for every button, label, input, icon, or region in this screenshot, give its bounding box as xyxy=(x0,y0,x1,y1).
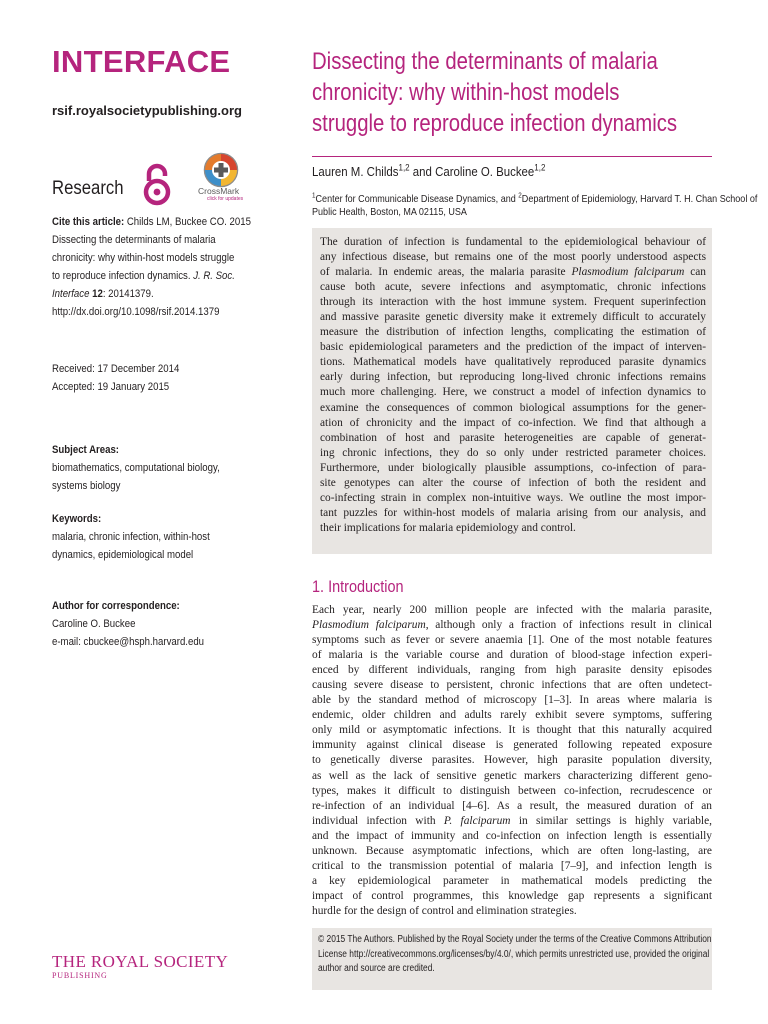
intro-line: to genetically diverse parasites. However, high parasite population diversity, xyxy=(312,754,712,767)
dates xyxy=(52,360,179,396)
abstract-line: combination of host and parasite heterogeneities are capable of generat- xyxy=(320,431,706,444)
abstract-line: examine the consequences of common biological assumptions for the gener- xyxy=(320,401,706,414)
abstract-line: Furthermore, under biologically plausible assumptions, co-infection of para- xyxy=(320,461,706,474)
author-1-affil: 1,2 xyxy=(398,162,410,173)
affil-marker: 2 xyxy=(518,190,522,200)
abstract-line: tant puzzles for within-host models of malaria arising from our analysis, and xyxy=(320,506,706,519)
subject-areas-line: systems biology xyxy=(52,480,121,492)
author-1[interactable]: Lauren M. Childs xyxy=(312,164,399,179)
article-type: Research xyxy=(52,178,124,199)
title-line: chronicity: why within-host models xyxy=(312,79,620,106)
affil-marker: 1 xyxy=(312,190,316,200)
affiliations xyxy=(312,190,758,219)
abstract-line: through its interaction with the host immune system. Frequent superinfection xyxy=(320,296,706,309)
correspondence-label: Author for correspondence: xyxy=(52,600,180,612)
author-2[interactable]: Caroline O. Buckee xyxy=(435,164,535,179)
cite-volume: 12 xyxy=(92,288,103,300)
intro-line: immunity against clinical disease is generated following repeated exposure xyxy=(312,739,712,752)
abstract-line: ation of chronicity and the impact of co-infection. We find that although a xyxy=(320,416,706,429)
cite-journal: J. R. Soc. xyxy=(193,270,235,282)
abstract-line: ing chronic infections, they do so only under restricted parameter choices. xyxy=(320,446,706,459)
section-heading: 1. Introduction xyxy=(312,577,404,596)
intro-line: Plasmodium falciparum, although only a fraction of infections result in clinical xyxy=(312,619,713,632)
open-access-icon xyxy=(142,163,172,207)
correspondence-name: Caroline O. Buckee xyxy=(52,618,136,630)
crossmark-sub-label[interactable]: click for updates xyxy=(207,196,244,202)
abstract-line: early during infection, but reproducing long-lived chronic infections remains xyxy=(320,371,706,384)
abstract-text xyxy=(320,235,706,536)
received-date: Received: 17 December 2014 xyxy=(52,363,180,375)
abstract-line: and massive parasite genetic diversity make it extremely difficult to accurately xyxy=(320,311,706,324)
intro-line: impact of control programmes, this knowledge gap represents a significant xyxy=(312,889,712,902)
subject-areas-label: Subject Areas: xyxy=(52,444,120,456)
intro-line: Each year, nearly 200 million people are infected with the malaria parasite, xyxy=(312,604,712,616)
abstract-line: The duration of infection is fundamental to the epidemiological behaviour of xyxy=(320,236,706,248)
cite-article-no: : 20141379. xyxy=(102,288,154,300)
license-line: author and source are credited. xyxy=(318,963,435,974)
title-rule xyxy=(312,156,712,157)
introduction-text xyxy=(312,603,712,919)
cite-line: Childs LM, Buckee CO. 2015 xyxy=(124,216,251,228)
affil-text: Department of Epidemiology, Harvard T. H. Chan School of xyxy=(521,193,758,205)
intro-line: critical to the transmission potential of malaria [7–9], and infection length is xyxy=(312,859,712,872)
keywords-label: Keywords: xyxy=(52,513,102,525)
affil-text: Center for Communicable Disease Dynamics, and xyxy=(315,193,519,205)
intro-line: re-infection of an individual [4–6]. As a result, the measured duration of an xyxy=(312,799,712,812)
subject-areas-line: biomathematics, computational biology, xyxy=(52,462,220,474)
abstract-line: co-infecting strain in complex non-intuitive ways. We outline the most impor- xyxy=(320,491,706,504)
intro-line: types, makes it difficult to distinguish between co-infection, recrudescence or xyxy=(312,784,712,797)
abstract-line: any infectious disease, but remains one of the most poorly understood aspects xyxy=(320,251,706,264)
abstract-line: their implications for malaria epidemiology and control. xyxy=(320,521,576,534)
correspondence-email[interactable]: e-mail: cbuckee@hsph.harvard.edu xyxy=(52,636,205,648)
cite-line: chronicity: why within-host models struggle xyxy=(52,252,235,264)
subject-areas xyxy=(52,441,220,495)
publisher-logo: THE ROYAL SOCIETY xyxy=(52,952,229,971)
keywords-line: dynamics, epidemiological model xyxy=(52,549,194,561)
author-2-affil: 1,2 xyxy=(534,162,546,173)
correspondence xyxy=(52,597,204,651)
title-line: struggle to reproduce infection dynamics xyxy=(312,110,678,137)
author-separator: and xyxy=(409,164,436,179)
keywords xyxy=(52,510,210,564)
crossmark-label: CrossMark xyxy=(198,186,240,196)
journal-logo: INTERFACE xyxy=(52,44,231,79)
publisher-sub: PUBLISHING xyxy=(52,971,108,980)
intro-line: able by the standard method of microscopy [1–3]. In areas where malaria is xyxy=(312,694,712,707)
doi-link[interactable]: http://dx.doi.org/10.1098/rsif.2014.1379 xyxy=(52,306,220,318)
intro-line: hurdle for the design of control and elimination strategies. xyxy=(312,904,577,917)
article-title xyxy=(312,46,694,139)
intro-line: enced by different individuals, ranging from high parasite density episodes xyxy=(312,664,712,677)
cite-label: Cite this article: xyxy=(52,216,125,228)
abstract-line: tions. Mathematical models have qualitatively reproduced parasite dynamics xyxy=(320,356,706,369)
accepted-date: Accepted: 19 January 2015 xyxy=(52,381,170,393)
cite-journal: Interface xyxy=(52,288,90,300)
license-line: © 2015 The Authors. Published by the Royal Society under the terms of the Creative Commons Attribution xyxy=(318,934,712,945)
affil-text: Public Health, Boston, MA 02115, USA xyxy=(312,206,467,218)
keywords-line: malaria, chronic infection, within-host xyxy=(52,531,210,543)
abstract-line: much more challenging. Here, we construct a model of infection dynamics to xyxy=(320,386,706,399)
intro-line: unknown. Because asymptomatic infections, which are often long-lasting, are xyxy=(312,844,712,857)
abstract-line: basic epidemiological parameters and the prediction of the impact of interven- xyxy=(320,341,706,354)
intro-line: symptoms such as fever or severe anaemia [1]. One of the most notable features xyxy=(312,634,712,647)
intro-line: individual infection with P. falciparum in similar settings is highly variable, xyxy=(312,814,712,827)
cite-line: Dissecting the determinants of malaria xyxy=(52,234,216,246)
intro-line: causing severe disease to persistent, chronic infections that are often undetect- xyxy=(312,679,712,692)
cite-line: to reproduce infection dynamics. xyxy=(52,270,194,282)
intro-line: and the impact of immunity and co-infection on infection length is essentially xyxy=(312,829,712,842)
abstract-line: measure the distribution of infection lengths, complicating the estimation of xyxy=(320,326,706,339)
intro-line: of malaria is the variable course and duration of blood-stage infection experi- xyxy=(312,649,712,662)
intro-line: only mild or asymptomatic infections. It is thought that this naturally acquired xyxy=(312,724,712,737)
intro-line: endemic, older children and adults rarely exhibit severe symptoms, suffering xyxy=(312,709,712,722)
author-list xyxy=(312,164,545,179)
intro-line: a key epidemiological parameter in mathematical models predicting the xyxy=(312,874,712,887)
journal-url[interactable]: rsif.royalsocietypublishing.org xyxy=(52,103,242,118)
title-line: Dissecting the determinants of malaria xyxy=(312,48,658,75)
license-text xyxy=(318,933,712,977)
intro-line: as well as the lack of sensitive genetic markers characterizing different geno- xyxy=(312,769,712,782)
abstract-line: cause both acute, severe infections and asymptomatic, chronic infections xyxy=(320,281,706,294)
abstract-line: of malaria. In endemic areas, the malaria parasite Plasmodium falciparum can xyxy=(320,266,706,279)
abstract-line: site genotypes can alter the course of infection of both the resident and xyxy=(320,476,706,489)
license-line: License http://creativecommons.org/licenses/by/4.0/, which permits unrestricted use, provided the original xyxy=(318,948,710,960)
citation xyxy=(52,213,251,321)
